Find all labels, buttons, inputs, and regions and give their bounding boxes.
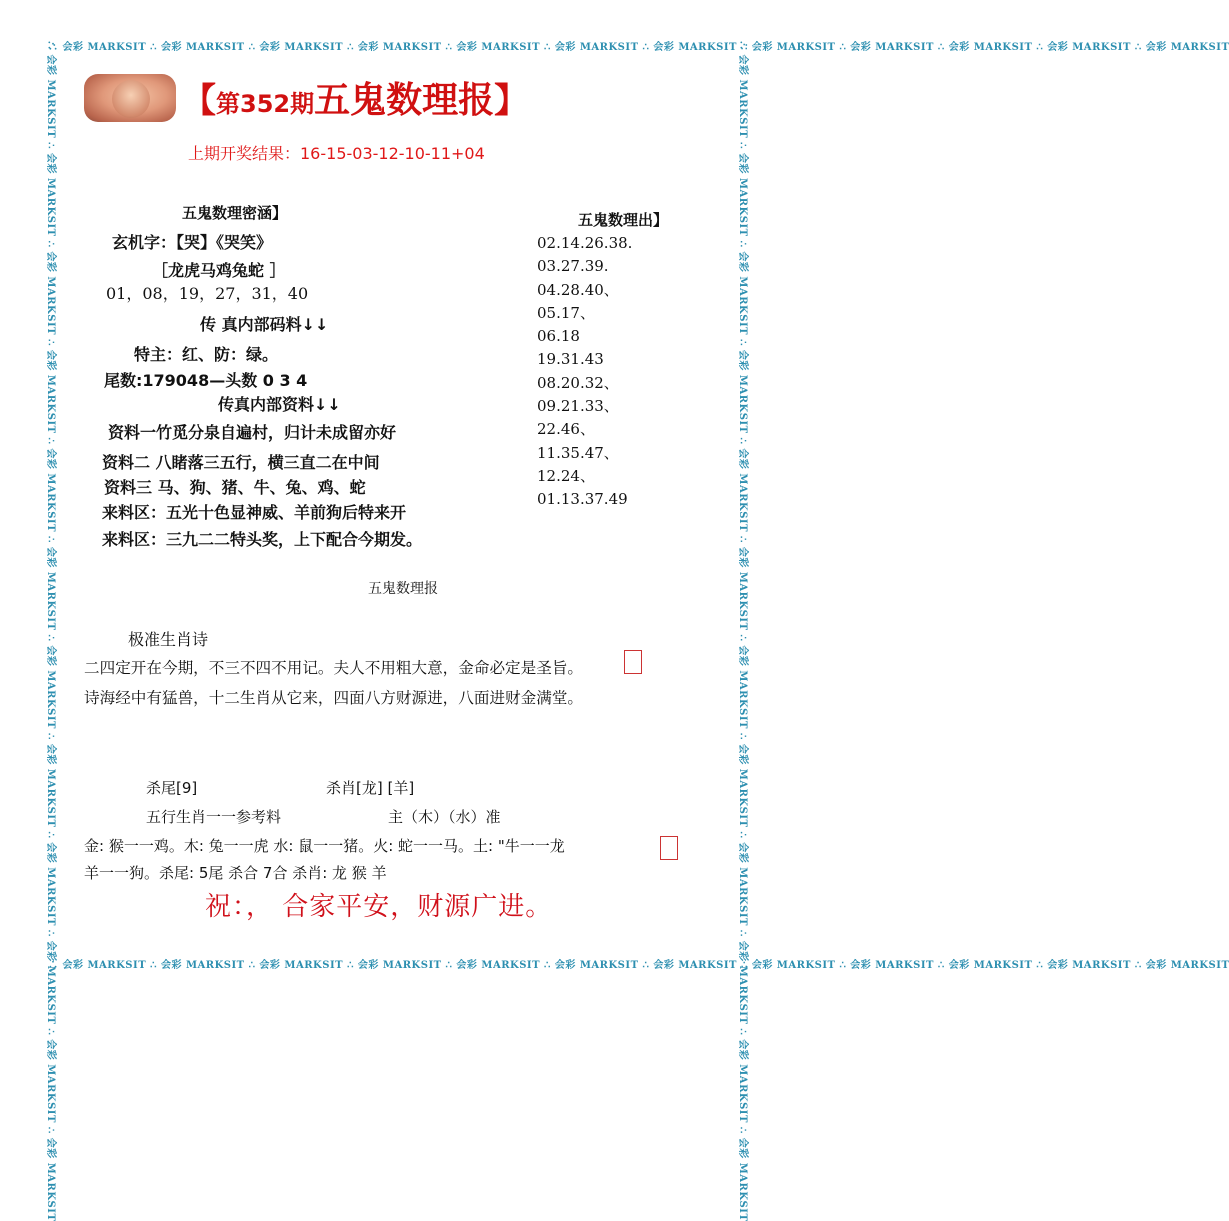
number-group: 11.35.47、 — [537, 443, 619, 462]
title-text: 五鬼数理报 — [314, 79, 495, 121]
top-watermark-border: ∴ 会彩 MARKSIT ∴ 会彩 MARKSIT ∴ 会彩 MARKSIT ∴ 会彩 MARKSIT ∴ 会彩 MARKSIT ∴ 会彩 MARKSIT ∴ 会彩 MARKSIT ∴ 会彩 MARKSIT ∴ 会彩 MARKSIT ∴ 会彩 MARKSIT ∴ 会彩 MARKSIT ∴ 会彩 MARKSIT — [48, 42, 1229, 53]
seal-stamp — [660, 836, 678, 860]
fax-info-heading: 传真内部资料↓↓ — [218, 395, 341, 414]
number-group: 09.21.33、 — [537, 397, 619, 416]
subtitle: 五鬼数理报 — [368, 581, 438, 597]
number-group: 04.28.40、 — [537, 280, 619, 299]
mystery-word: 玄机字：【哭】《哭笑》 — [112, 233, 273, 252]
info-line-3: 资料三 马、狗、猪、牛、兔、鸡、蛇 — [104, 478, 366, 497]
number-group: 08.20.32、 — [537, 373, 619, 392]
left-watermark-border: ∴ 会彩 MARKSIT ∴ 会彩 MARKSIT ∴ 会彩 MARKSIT ∴ 会彩 MARKSIT ∴ 会彩 MARKSIT ∴ 会彩 MARKSIT ∴ 会彩 MARKSIT ∴ 会彩 MARKSIT ∴ 会彩 MARKSIT ∴ 会彩 MARKSIT ∴ 会彩 MARKSIT ∴ 会彩 MARKSIT — [45, 40, 56, 1221]
info-line-2: 资料二 八睹落三五行，横三直二在中间 — [102, 453, 380, 472]
main-elements: 主（木）（水）准 — [388, 808, 501, 826]
section-heading-numbers: 五鬼数理出】 — [578, 211, 669, 229]
number-groups — [537, 232, 632, 512]
kill-zodiac: 杀肖[龙] [羊] — [326, 779, 415, 797]
source-area-2: 来料区：三九二二特头奖，上下配合今期发。 — [102, 530, 423, 549]
number-group: 01.13.37.49 — [537, 490, 628, 509]
special-color: 特主：红、防：绿。 — [134, 345, 279, 364]
poem-line-1: 二四定开在今期，不三不四不用记。夫人不用粗大意，金命必定是圣旨。 — [84, 659, 584, 677]
title-bracket-open: 【 — [182, 81, 216, 121]
last-draw-result: 上期开奖结果：16-15-03-12-10-11+04 — [188, 144, 485, 163]
section-heading-secrets: 五鬼数理密涵】 — [182, 204, 288, 222]
bottom-watermark-border: ∴ 会彩 MARKSIT ∴ 会彩 MARKSIT ∴ 会彩 MARKSIT ∴ 会彩 MARKSIT ∴ 会彩 MARKSIT ∴ 会彩 MARKSIT ∴ 会彩 MARKSIT ∴ 会彩 MARKSIT ∴ 会彩 MARKSIT ∴ 会彩 MARKSIT ∴ 会彩 MARKSIT ∴ 会彩 MARKSIT — [48, 960, 1229, 971]
page-title — [182, 72, 528, 123]
poem-line-2: 诗海经中有猛兽，十二生肖从它来，四面八方财源进，八面进财金满堂。 — [84, 689, 584, 707]
number-group: 05.17、 — [537, 303, 595, 322]
zodiac-list: ［龙虎马鸡兔蛇 ］ — [152, 261, 286, 280]
kill-tail: 杀尾[9] — [146, 779, 198, 797]
five-elements-reference: 五行生肖一一参考料 — [146, 808, 282, 826]
blessing: 祝：， 合家平安，财源广进。 — [205, 892, 553, 922]
number-group: 12.24、 — [537, 466, 595, 485]
fax-code-heading: 传 真内部码料↓↓ — [200, 315, 329, 334]
seal-stamp — [624, 650, 642, 674]
title-bracket-close: 】 — [494, 81, 529, 121]
elements-line-1: 金: 猴一一鸡。木: 兔一一虎 水: 鼠一一猪。火: 蛇一一马。土: "牛一一龙 — [84, 837, 565, 855]
elements-line-2: 羊一一狗。杀尾: 5尾 杀合 7合 杀肖: 龙 猴 羊 — [84, 864, 387, 882]
number-group: 19.31.43 — [537, 350, 604, 369]
number-group: 06.18 — [537, 327, 580, 346]
number-list: 01，08，19，27，31，40 — [106, 284, 309, 303]
number-group: 22.46、 — [537, 420, 595, 439]
avatar — [84, 74, 176, 122]
poem-title: 极准生肖诗 — [128, 630, 209, 649]
issue-number: 第352期 — [216, 90, 315, 118]
tail-numbers: 尾数:179048—头数 0 3 4 — [104, 371, 308, 390]
number-group: 03.27.39. — [537, 257, 609, 276]
right-watermark-border: ∴ 会彩 MARKSIT ∴ 会彩 MARKSIT ∴ 会彩 MARKSIT ∴ 会彩 MARKSIT ∴ 会彩 MARKSIT ∴ 会彩 MARKSIT ∴ 会彩 MARKSIT ∴ 会彩 MARKSIT ∴ 会彩 MARKSIT ∴ 会彩 MARKSIT ∴ 会彩 MARKSIT ∴ 会彩 MARKSIT — [737, 40, 748, 1221]
source-area-1: 来料区：五光十色显神威、羊前狗后特来开 — [102, 503, 407, 522]
face-portrait — [112, 80, 150, 118]
info-line-1: 资料一竹觅分泉自遍村，归计未成留亦好 — [108, 423, 397, 442]
number-group: 02.14.26.38. — [537, 234, 633, 252]
